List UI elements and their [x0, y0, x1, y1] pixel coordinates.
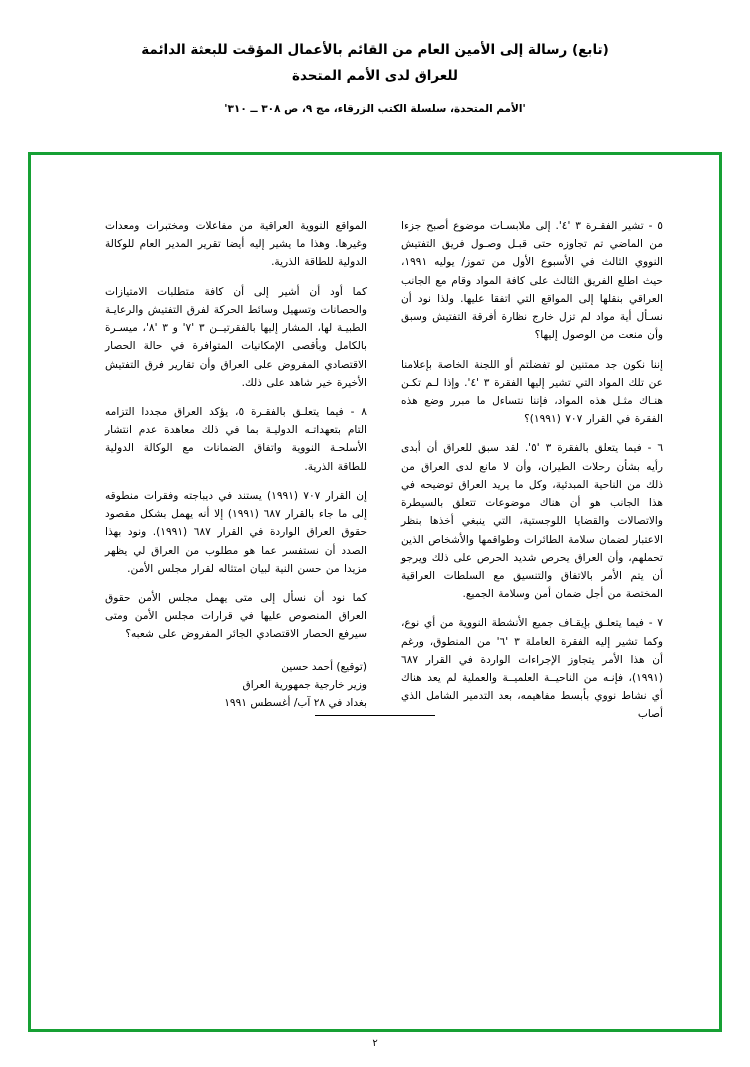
paragraph: كما أود أن أشير إلى أن كافة متطلبات الامتيازات والحصانات وتسهيل وسائط الحركة لفرق التفتيش والرعايـة الطبيـة لها، المشار إليها بالفقرتيــن ٣ '٧' و ٣ '٨'، ميسـرة بالكامل وبأقصى الإمكانيات المتوافرة في حالة الحصار الاقتصادي المفروض على العراق وأن تقارير فرق التفتيش الأخيرة خير شاهد على ذلك. [104, 285, 367, 389]
signatory-title: وزير خارجية جمهورية العراق [242, 678, 367, 691]
horizontal-rule [315, 715, 435, 716]
paragraph: المواقع النووية العراقية من مفاعلات ومختبرات ومعدات وغيرها. وهذا ما يشير إليه أيضا تقرير المدير العام للوكالة الدولية للطاقة الذرية. [105, 220, 367, 269]
signatory-name: (توقيع) أحمد حسين [281, 660, 367, 673]
paragraph: ٥ - تشير الفقـرة ٣ '٤'. إلى ملابسـات موضوع أصبح جزءا من الماضي تم تجاوزه حتى قبـل وصـول فريق التفتيش النووي الثالث في الأسبوع الأول من تموز/ يوليه ١٩٩١، حيث اطلع الفريق الثالث على كافة المواد وقام مع الجانب العراقي بنقلها إلى المواقع التي اتفقا عليها. ولذا نود أن نسـأل أية مواد لم تزل خارج نظارة أفرقة التفتيش وسبق وأن منعت من الوصول إليها؟ [401, 220, 663, 342]
paragraph: ٨ - فيما يتعلـق بالفقـرة ٥، يؤكد العراق مجددا التزامه التام بتعهداتـه الدوليـة بما في ذلك معاهدة عدم انتشار الأسلحـة النووية واتفاق الضمانات مع الوكالة الدولية للطاقة الذرية. [105, 405, 367, 473]
document-source-citation: 'الأمم المتحدة، سلسلة الكتب الزرقاء، مج ٩، ص ٣٠٨ ــ ٣١٠' [224, 103, 526, 116]
left-column [105, 217, 367, 735]
content-frame [28, 152, 722, 1032]
document-title-line-2: للعراق لدى الأمم المتحدة [291, 67, 458, 84]
signature-block [105, 658, 367, 713]
signature-place-date: بغداد في ٢٨ آب/ أغسطس ١٩٩١ [224, 697, 367, 710]
two-column-body [31, 217, 719, 735]
paragraph: إننا نكون جد ممتنين لو تفضلتم أو اللجنة الخاصة بإعلامنا عن تلك المواد التي تشير إليها الفقرة ٣ '٤'. وإذا لـم تكـن هنـاك مثـل هذه المواد، فإننا نتساءل ما مبرر وضع هذه الفقرة في القرار ٧٠٧ (١٩٩١)؟ [401, 358, 663, 426]
document-title-line-1: (تابع) رسالة إلى الأمين العام من القائم بالأعمال المؤقت للبعثة الدائمة [141, 42, 609, 58]
right-column [401, 217, 663, 735]
paragraph: ٧ - فيما يتعلـق بإيقـاف جميع الأنشطة النووية من أي نوع، وكما تشير إليه الفقرة العاملة ٣ '٦' من المنطوق، ورغم أن هذا الأمر يتجاوز الإجراءات الواردة في القرار ٦٨٧ (١٩٩١)، فإنـه من الناحيــة العلميــة والعملية لم يعد هناك أي نشاط نووي بأبسط مفاهيمه، بعد التدمير الشامل الذي أصاب [401, 617, 664, 721]
page-number: ٢ [372, 1038, 378, 1049]
paragraph: كما نود أن نسأل إلى متى يهمل مجلس الأمن حقوق العراق المنصوص عليها في قرارات مجلس الأمن ومتى سيرفع الحصار الاقتصادي الجائر المفروض على شعبه؟ [105, 591, 367, 641]
paragraph: ٦ - فيما يتعلق بالفقرة ٣ '٥'. لقد سبق للعراق أن أبدى رأيه بشأن رحلات الطيران، وأن لا مانع لدى العراق من ذلك من الناحية المبدئية، وكل ما يريد العراق توضيحه في هذا الجانب هو أن هناك موضوعات تتعلق بالسيطرة والاتصالات والقضايا اللوجستية، التي ينبغي أخذها بنظر الاعتبار لضمان سلامة الطائرات وطواقمها والأشخاص الذين تحملهم، وأن العراق يحرص شديد الحرص على ذلك ويرجو أن يتم الأمر بالاتفاق والتنسيق مع السلطات العراقية المختصة من أجل ضمان أمن وسلامة الجميع. [400, 442, 664, 601]
page-header [0, 0, 750, 115]
paragraph: إن القرار ٧٠٧ (١٩٩١) يستند في ديباجته وفقرات منطوقه إلى ما جاء بالقرار ٦٨٧ (١٩٩١) إلا أنه يهمل بشكل مقصود حقوق العراق الواردة في القرار ٦٨٧ (١٩٩١). ونود بهذا الصدد أن نستفسر عما هو مطلوب من العراق لي يظهر مزيدا من حسن النية لبيان امتثاله لقرار مجلس الأمن. [105, 489, 367, 575]
